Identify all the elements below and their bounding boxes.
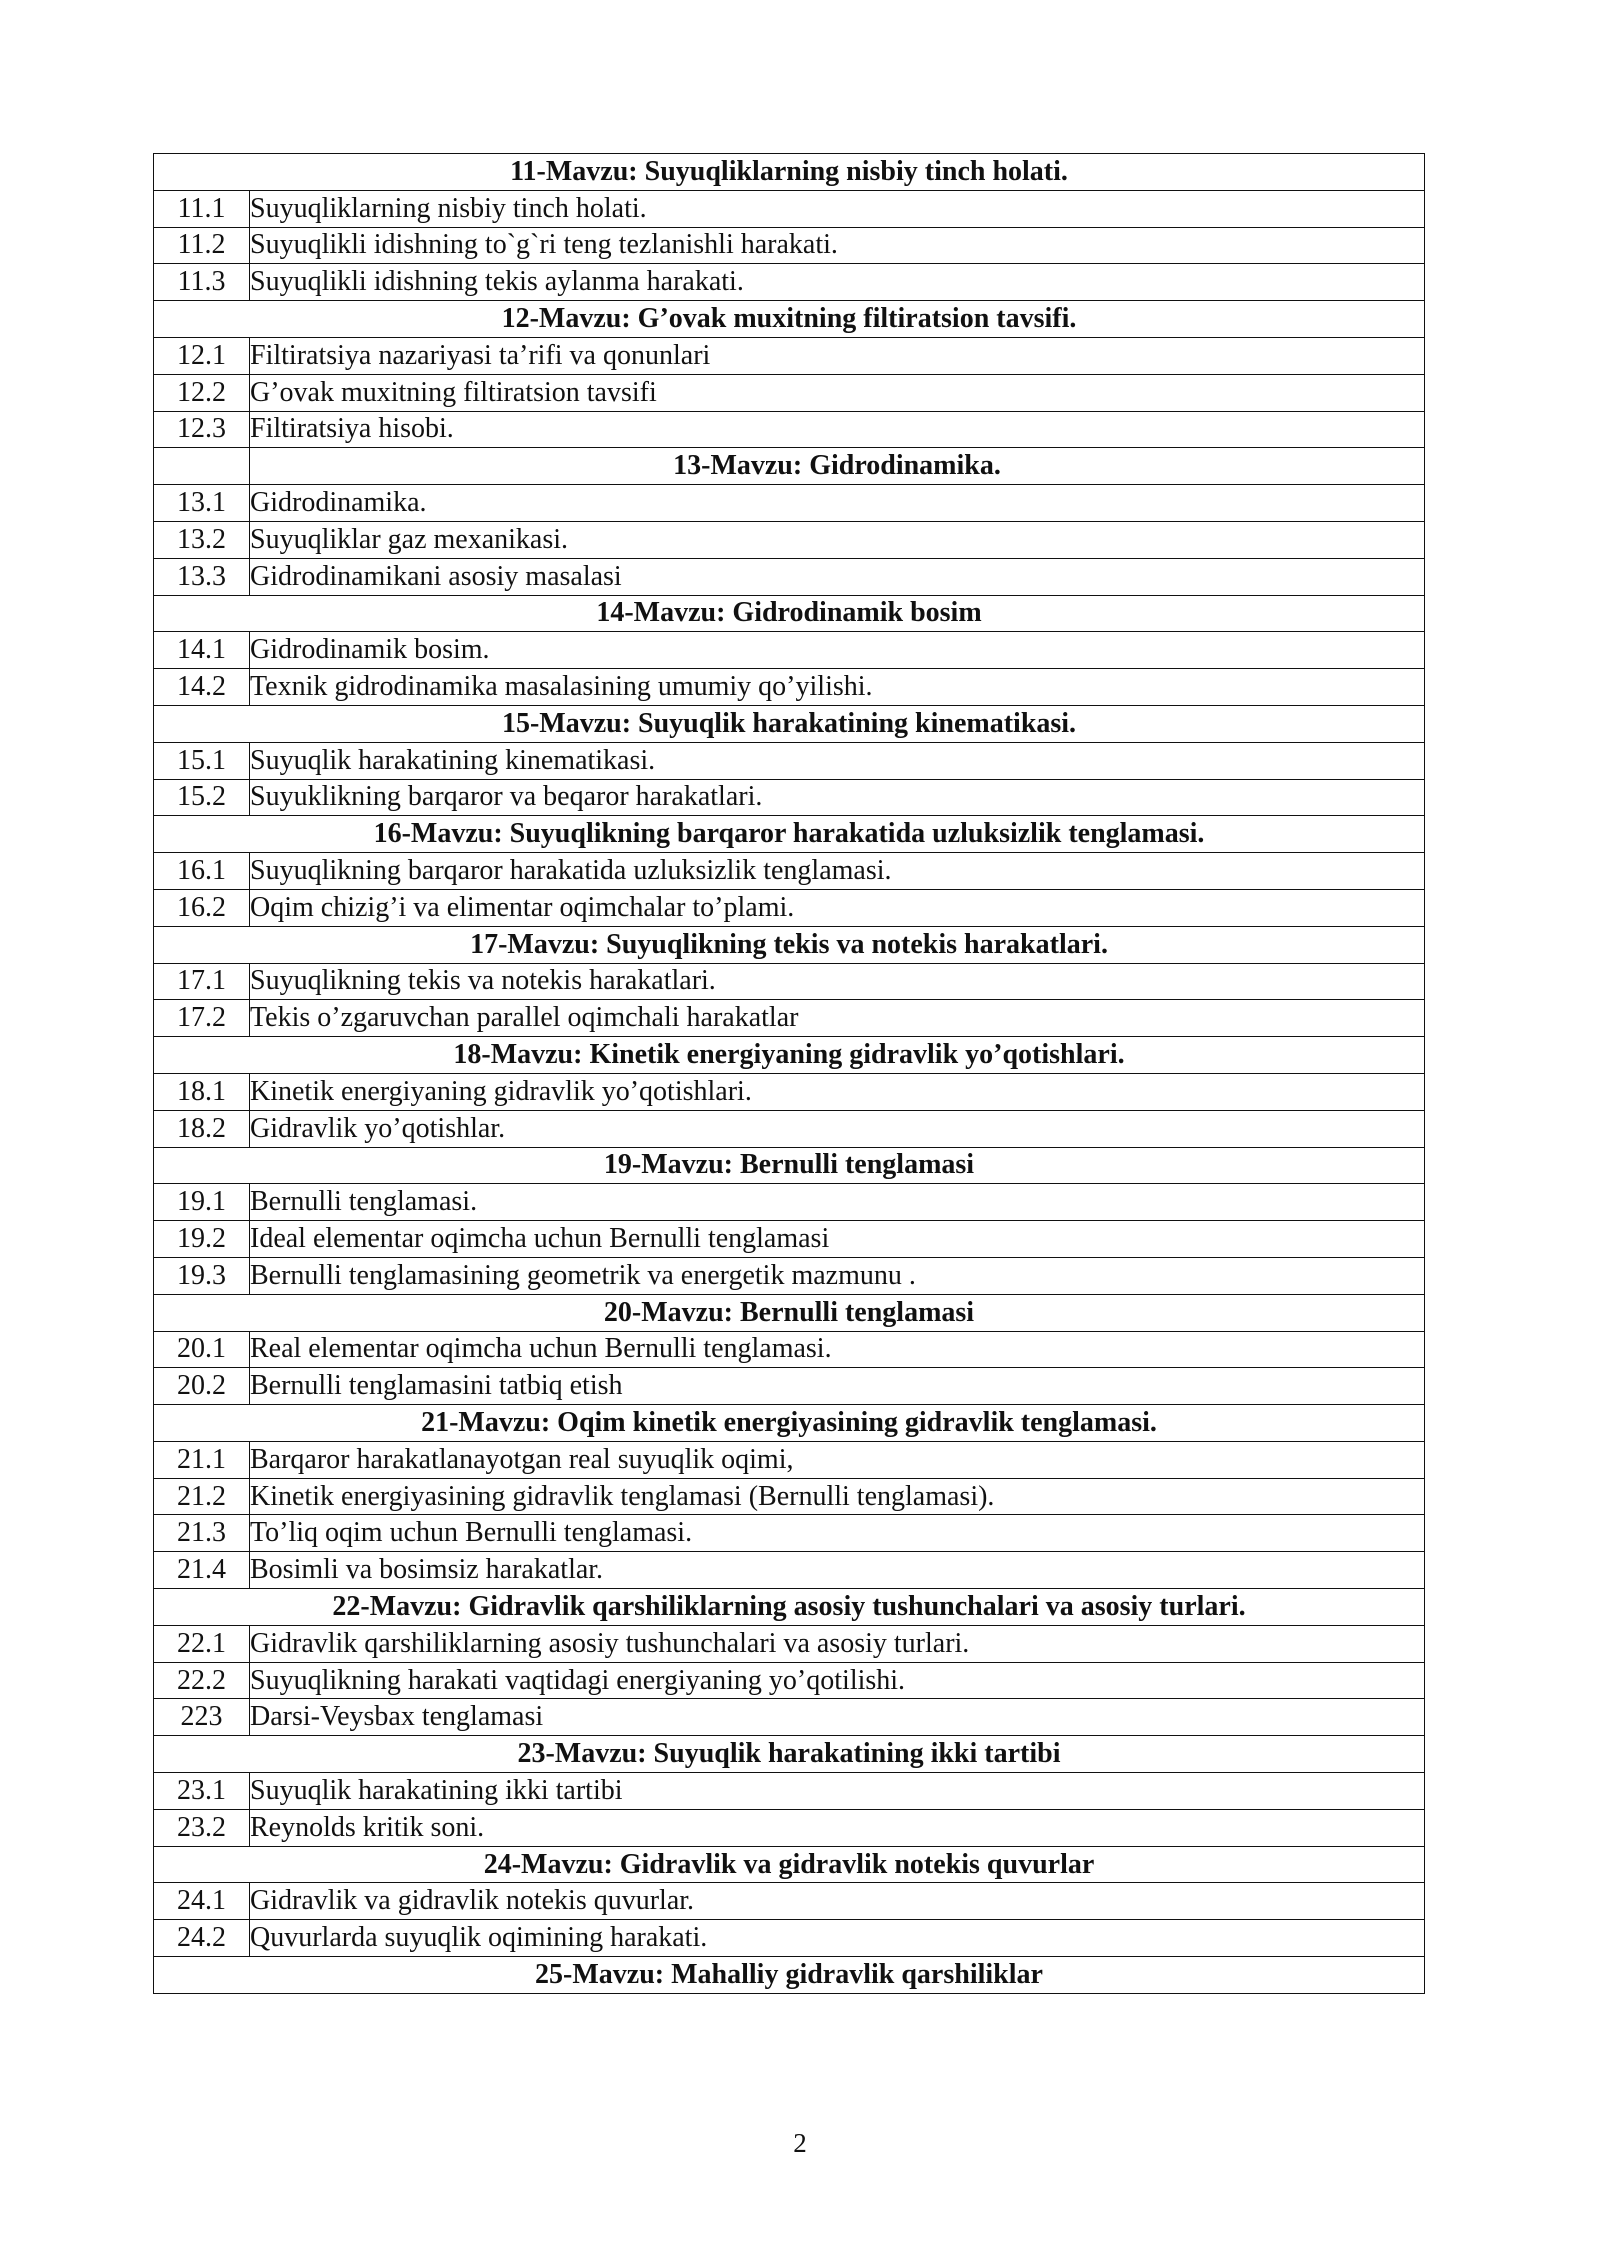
topic-text: Tekis o’zgaruvchan parallel oqimchali harakatlar	[250, 1000, 1425, 1037]
topic-row	[154, 1883, 1425, 1920]
topic-row	[154, 1699, 1425, 1736]
topic-text: To’liq oqim uchun Bernulli tenglamasi.	[250, 1515, 1425, 1552]
topic-row	[154, 1184, 1425, 1221]
section-heading: 13-Mavzu: Gidrodinamika.	[250, 448, 1425, 485]
topic-row	[154, 1773, 1425, 1810]
topic-text: G’ovak muxitning filtiratsion tavsifi	[250, 374, 1425, 411]
section-heading: 15-Mavzu: Suyuqlik harakatining kinematikasi.	[154, 705, 1425, 742]
topic-text: Filtiratsiya nazariyasi ta’rifi va qonunlari	[250, 337, 1425, 374]
topic-row	[154, 1257, 1425, 1294]
section-heading-row	[154, 1736, 1425, 1773]
empty-number-cell	[154, 448, 250, 485]
topic-text: Gidravlik va gidravlik notekis quvurlar.	[250, 1883, 1425, 1920]
section-heading: 22-Mavzu: Gidravlik qarshiliklarning asosiy tushunchalari va asosiy turlari.	[154, 1589, 1425, 1626]
topic-number: 16.2	[154, 889, 250, 926]
topic-row	[154, 1478, 1425, 1515]
topic-text: Oqim chizig’i va elimentar oqimchalar to’plami.	[250, 889, 1425, 926]
topic-row	[154, 264, 1425, 301]
topic-row	[154, 1110, 1425, 1147]
topic-number: 20.1	[154, 1331, 250, 1368]
section-heading: 16-Mavzu: Suyuqlikning barqaror harakatida uzluksizlik tenglamasi.	[154, 816, 1425, 853]
topic-row	[154, 742, 1425, 779]
section-heading: 23-Mavzu: Suyuqlik harakatining ikki tartibi	[154, 1736, 1425, 1773]
topic-text: Real elementar oqimcha uchun Bernulli tenglamasi.	[250, 1331, 1425, 1368]
topic-number: 22.2	[154, 1662, 250, 1699]
section-heading: 24-Mavzu: Gidravlik va gidravlik notekis quvurlar	[154, 1846, 1425, 1883]
section-heading-row	[154, 1147, 1425, 1184]
section-heading: 18-Mavzu: Kinetik energiyaning gidravlik yo’qotishlari.	[154, 1037, 1425, 1074]
topic-number: 19.2	[154, 1221, 250, 1258]
topic-text: Suyuklikning barqaror va beqaror harakatlari.	[250, 779, 1425, 816]
topic-row	[154, 1552, 1425, 1589]
topic-row	[154, 853, 1425, 890]
section-heading: 17-Mavzu: Suyuqlikning tekis va notekis harakatlari.	[154, 926, 1425, 963]
section-heading-row	[154, 448, 1425, 485]
section-heading: 20-Mavzu: Bernulli tenglamasi	[154, 1294, 1425, 1331]
section-heading-row	[154, 301, 1425, 338]
topic-number: 20.2	[154, 1368, 250, 1405]
section-heading-row	[154, 1957, 1425, 1994]
topic-text: Filtiratsiya hisobi.	[250, 411, 1425, 448]
topic-row	[154, 1368, 1425, 1405]
topic-text: Gidravlik qarshiliklarning asosiy tushunchalari va asosiy turlari.	[250, 1625, 1425, 1662]
topic-number: 21.2	[154, 1478, 250, 1515]
topic-number: 21.1	[154, 1441, 250, 1478]
topic-text: Suyuqlikning tekis va notekis harakatlari.	[250, 963, 1425, 1000]
topic-number: 18.1	[154, 1073, 250, 1110]
topic-number: 223	[154, 1699, 250, 1736]
section-heading-row	[154, 1037, 1425, 1074]
topic-number: 13.1	[154, 485, 250, 522]
page-number: 2	[793, 2128, 807, 2158]
topics-table	[153, 153, 1425, 1994]
topic-text: Gidrodinamika.	[250, 485, 1425, 522]
topic-text: Darsi-Veysbax tenglamasi	[250, 1699, 1425, 1736]
section-heading-row	[154, 1294, 1425, 1331]
topic-text: Suyuqlik harakatining kinematikasi.	[250, 742, 1425, 779]
topic-row	[154, 1662, 1425, 1699]
topic-row	[154, 337, 1425, 374]
topic-number: 12.1	[154, 337, 250, 374]
topic-row	[154, 1515, 1425, 1552]
topic-row	[154, 558, 1425, 595]
topic-text: Gidravlik yo’qotishlar.	[250, 1110, 1425, 1147]
topic-row	[154, 1331, 1425, 1368]
topic-row	[154, 1441, 1425, 1478]
topic-text: Kinetik energiyaning gidravlik yo’qotishlari.	[250, 1073, 1425, 1110]
topic-row	[154, 485, 1425, 522]
topic-number: 11.3	[154, 264, 250, 301]
topic-number: 15.2	[154, 779, 250, 816]
topic-text: Suyuqliklar gaz mexanikasi.	[250, 521, 1425, 558]
topic-text: Suyuqlikning harakati vaqtidagi energiyaning yo’qotilishi.	[250, 1662, 1425, 1699]
topic-number: 22.1	[154, 1625, 250, 1662]
section-heading: 12-Mavzu: G’ovak muxitning filtiratsion tavsifi.	[154, 301, 1425, 338]
section-heading: 14-Mavzu: Gidrodinamik bosim	[154, 595, 1425, 632]
topic-text: Suyuqliklarning nisbiy tinch holati.	[250, 190, 1425, 227]
topic-row	[154, 1809, 1425, 1846]
topic-row	[154, 632, 1425, 669]
topic-row	[154, 669, 1425, 706]
topic-row	[154, 1073, 1425, 1110]
topic-text: Bernulli tenglamasini tatbiq etish	[250, 1368, 1425, 1405]
topic-row	[154, 1920, 1425, 1957]
topic-text: Ideal elementar oqimcha uchun Bernulli tenglamasi	[250, 1221, 1425, 1258]
topic-text: Suyuqlikli idishning tekis aylanma harakati.	[250, 264, 1425, 301]
topic-text: Bosimli va bosimsiz harakatlar.	[250, 1552, 1425, 1589]
topic-number: 17.2	[154, 1000, 250, 1037]
topic-text: Suyuqlikli idishning to`g`ri teng tezlanishli harakati.	[250, 227, 1425, 264]
topic-number: 17.1	[154, 963, 250, 1000]
topic-text: Texnik gidrodinamika masalasining umumiy qo’yilishi.	[250, 669, 1425, 706]
topic-text: Reynolds kritik soni.	[250, 1809, 1425, 1846]
topic-row	[154, 1625, 1425, 1662]
topic-number: 24.1	[154, 1883, 250, 1920]
topic-number: 23.2	[154, 1809, 250, 1846]
topic-number: 21.3	[154, 1515, 250, 1552]
section-heading: 25-Mavzu: Mahalliy gidravlik qarshiliklar	[154, 1957, 1425, 1994]
section-heading: 19-Mavzu: Bernulli tenglamasi	[154, 1147, 1425, 1184]
topic-text: Kinetik energiyasining gidravlik tenglamasi (Bernulli tenglamasi).	[250, 1478, 1425, 1515]
topic-row	[154, 411, 1425, 448]
topic-number: 11.2	[154, 227, 250, 264]
topic-row	[154, 1000, 1425, 1037]
topic-text: Gidrodinamik bosim.	[250, 632, 1425, 669]
topic-number: 12.3	[154, 411, 250, 448]
section-heading-row	[154, 595, 1425, 632]
topic-row	[154, 963, 1425, 1000]
topic-number: 13.2	[154, 521, 250, 558]
topic-text: Bernulli tenglamasining geometrik va energetik mazmunu .	[250, 1257, 1425, 1294]
topic-number: 16.1	[154, 853, 250, 890]
topic-number: 14.2	[154, 669, 250, 706]
section-heading-row	[154, 1846, 1425, 1883]
topic-row	[154, 889, 1425, 926]
section-heading: 21-Mavzu: Oqim kinetik energiyasining gidravlik tenglamasi.	[154, 1405, 1425, 1442]
topic-row	[154, 190, 1425, 227]
topic-row	[154, 521, 1425, 558]
section-heading: 11-Mavzu: Suyuqliklarning nisbiy tinch holati.	[154, 154, 1425, 191]
topic-text: Gidrodinamikani asosiy masalasi	[250, 558, 1425, 595]
topic-text: Quvurlarda suyuqlik oqimining harakati.	[250, 1920, 1425, 1957]
topic-text: Suyuqlik harakatining ikki tartibi	[250, 1773, 1425, 1810]
topic-number: 19.1	[154, 1184, 250, 1221]
section-heading-row	[154, 926, 1425, 963]
topic-row	[154, 227, 1425, 264]
topic-number: 13.3	[154, 558, 250, 595]
topic-number: 19.3	[154, 1257, 250, 1294]
topic-number: 21.4	[154, 1552, 250, 1589]
topic-row	[154, 374, 1425, 411]
topic-row	[154, 1221, 1425, 1258]
section-heading-row	[154, 1405, 1425, 1442]
topic-text: Suyuqlikning barqaror harakatida uzluksizlik tenglamasi.	[250, 853, 1425, 890]
section-heading-row	[154, 816, 1425, 853]
topic-number: 11.1	[154, 190, 250, 227]
section-heading-row	[154, 154, 1425, 191]
topic-number: 23.1	[154, 1773, 250, 1810]
topic-text: Bernulli tenglamasi.	[250, 1184, 1425, 1221]
topic-number: 18.2	[154, 1110, 250, 1147]
topic-number: 24.2	[154, 1920, 250, 1957]
topic-number: 12.2	[154, 374, 250, 411]
topic-number: 15.1	[154, 742, 250, 779]
section-heading-row	[154, 705, 1425, 742]
section-heading-row	[154, 1589, 1425, 1626]
topic-number: 14.1	[154, 632, 250, 669]
topic-row	[154, 779, 1425, 816]
topic-text: Barqaror harakatlanayotgan real suyuqlik oqimi,	[250, 1441, 1425, 1478]
